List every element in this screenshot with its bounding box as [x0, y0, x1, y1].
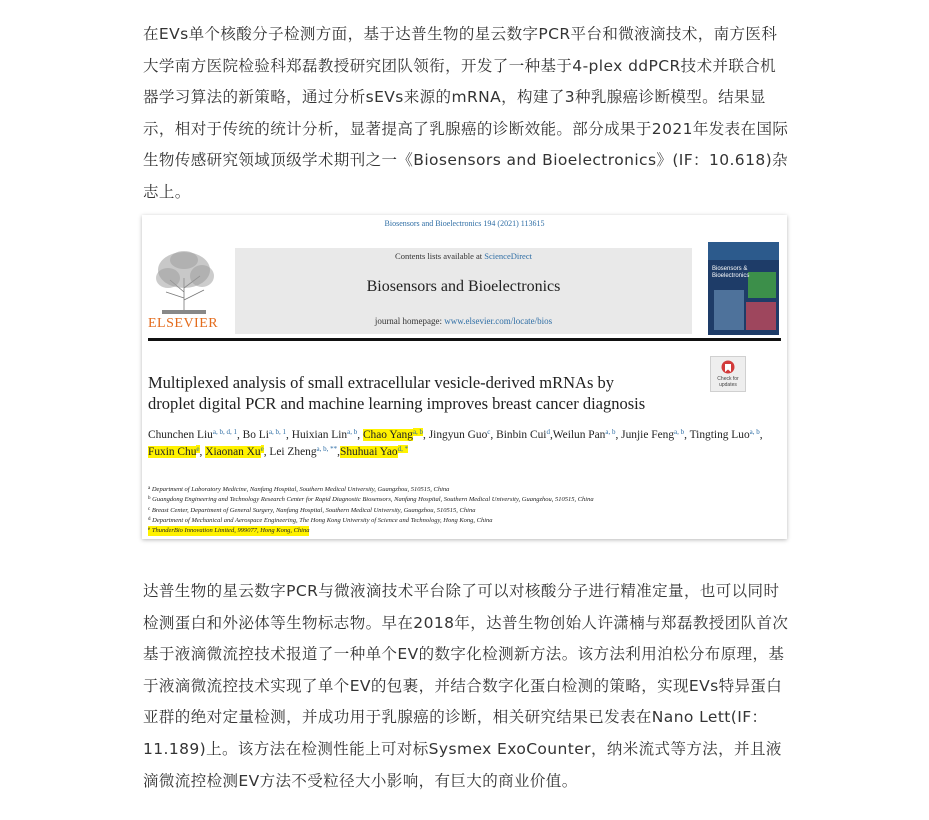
homepage-label: journal homepage: — [374, 316, 443, 326]
affiliation-line — [148, 485, 449, 495]
author-affiliation-marker[interactable]: e — [260, 444, 264, 453]
author-entry — [269, 446, 337, 458]
affiliation-line — [148, 526, 309, 536]
author-affiliation-marker[interactable]: a, b — [347, 428, 358, 436]
affiliation-marker: e — [148, 527, 151, 533]
affiliation-list — [148, 485, 784, 536]
affiliation-text: Department of Mechanical and Aerospace Engineering, The Hong Kong University of Science and Technology, Hong Kong, China — [150, 516, 493, 524]
author-name[interactable]: Shuhuai Yao — [340, 445, 398, 458]
author-name[interactable]: Huixian Lin — [291, 429, 348, 441]
bookmark-icon — [721, 360, 735, 376]
author-entry — [148, 446, 200, 458]
author-name[interactable]: Lei Zheng — [269, 445, 317, 458]
author-entry — [429, 429, 491, 441]
check-for-updates-badge[interactable] — [710, 356, 746, 392]
author-entry — [292, 429, 357, 441]
author-entry — [205, 446, 263, 458]
check-for-updates-line-2: updates — [719, 381, 737, 388]
affiliation-marker: c — [148, 506, 151, 512]
author-name[interactable]: Weilun Pan — [552, 429, 606, 441]
journal-header-box — [235, 248, 692, 334]
journal-name: Biosensors and Bioelectronics — [366, 278, 561, 295]
contents-text: Contents lists available at — [395, 251, 483, 261]
author-entry — [340, 446, 408, 458]
affiliation-marker: a — [148, 486, 151, 491]
affiliation-line — [148, 516, 493, 526]
author-affiliation-marker[interactable]: d, * — [397, 444, 409, 453]
article-paragraph-2: 达普生物的星云数字PCR与微液滴技术平台除了可以对核酸分子进行精准定量，也可以同时检测蛋白和外泌体等生物标志物。早在2018年，达普生物创始人许潇楠与郑磊教授团队首次基于液滴微流控技术报道了一种单个EV的数字化检测新方法。该方法利用泊松分布原理，基于液滴微流控技术实现了单个EV的包裹，并结合数字化蛋白检测的策略，实现EVs特异蛋白亚群的绝对定量检测，并成功用于乳腺癌的诊断，相关研究结果已发表在Nano Lett(IF：11.189)上。该方法在检测性能上可对标Sysmex ExoCounter，纳米流式等方法，并且液滴微流控检测EV方法不受粒径大小影响，有巨大的商业价值。 — [143, 582, 789, 790]
author-affiliation-marker[interactable]: a, b, 1 — [268, 428, 287, 436]
article-title — [148, 372, 708, 414]
author-entry — [690, 429, 760, 441]
article-title-line-1: Multiplexed analysis of small extracellular vesicle-derived mRNAs by — [148, 373, 614, 392]
author-affiliation-marker[interactable]: e — [196, 444, 200, 453]
affiliation-marker: b — [148, 496, 151, 502]
affiliation-line — [148, 506, 475, 516]
cover-art-icon — [708, 242, 779, 335]
author-affiliation-marker[interactable]: c — [487, 428, 491, 436]
author-affiliation-marker[interactable]: a, b, d, 1 — [212, 428, 237, 436]
author-affiliation-marker[interactable]: a, b — [412, 428, 424, 436]
author-name[interactable]: Chunchen Liu — [148, 429, 213, 441]
journal-cover-image — [708, 242, 779, 335]
author-name[interactable]: Xiaonan Xu — [205, 445, 261, 458]
author-name[interactable]: Chao Yang — [362, 429, 413, 441]
affiliation-text: Guangdong Engineering and Technology Research Center for Rapid Diagnostic Biosensors, Nanfang Hospital, Southern Medical University, Guangzhou, 510515, China — [150, 496, 594, 504]
author-affiliation-marker[interactable]: a, b, ** — [316, 444, 338, 453]
author-name[interactable]: Fuxin Chu — [148, 445, 197, 458]
affiliation-text: Breast Center, Department of General Surgery, Nanfang Hospital, Southern Medical University, Guangzhou, 510515, China — [150, 506, 476, 514]
author-entry — [553, 429, 616, 441]
homepage-line — [235, 316, 692, 326]
author-entry — [363, 429, 423, 441]
cover-title-line-2: Bioelectronics — [712, 273, 750, 279]
author-affiliation-marker[interactable]: a, b — [674, 428, 685, 436]
cover-title — [712, 266, 749, 280]
article-paragraph-1: 在EVs单个核酸分子检测方面，基于达普生物的星云数字PCR平台和微液滴技术，南方医科大学南方医院检验科郑磊教授研究团队领衔，开发了一种基于4-plex ddPCR技术并联合机器学习算法的新策略，通过分析sEVs来源的mRNA，构建了3种乳腺癌诊断模型。结果显示，相对于传统的统计分析，显著提高了乳腺癌的诊断效能。部分成果于2021年发表在国际生物传感研究领域顶级学术期刊之一《Biosensors and Bioelectronics》(IF：10.618)杂志上。 — [143, 25, 789, 201]
author-affiliation-marker[interactable]: d — [546, 428, 550, 436]
header-rule — [148, 338, 781, 341]
author-name[interactable]: Bo Li — [242, 429, 269, 441]
cover-title-line-1: Biosensors & — [712, 266, 748, 272]
author-entry — [496, 429, 550, 441]
check-for-updates-label — [711, 377, 745, 388]
author-entry — [148, 429, 237, 441]
affiliation-marker: d — [148, 516, 151, 522]
author-list: Chunchen Liu$^{a, b, d, 1}$, Bo Li$^{a, b, 1}$, Huixian Lin$^{a, b}$, Chao Yang$^{a, b}$, Jingyun Guo$^c$, Binbin Cui$^d$,Weilun Pan$^{a, b}$, Junjie Feng$^{a, b}$, Tingting Luo$^{a, b}$, Fuxin Chu$^e$, Xiaonan Xu$^e$, Lei Zheng$^{a, b, **}$,Shuhuai Yao$^{d, *}$ — [148, 428, 763, 458]
author-entry — [243, 429, 286, 441]
contents-line — [235, 251, 692, 261]
author-affiliation-marker[interactable]: a, b — [605, 428, 616, 436]
author-entry — [621, 429, 684, 441]
elsevier-wordmark: ELSEVIER — [148, 316, 219, 331]
author-name[interactable]: Jingyun Guo — [428, 429, 488, 441]
paper-screenshot — [142, 215, 787, 539]
affiliation-text: ThunderBio Innovation Limited, 999077, Hong Kong, China — [150, 527, 310, 535]
sciencedirect-link[interactable]: ScienceDirect — [484, 251, 532, 261]
journal-citation: Biosensors and Bioelectronics 194 (2021) 113615 — [384, 219, 545, 228]
author-name[interactable]: Junjie Feng — [621, 429, 675, 441]
author-name[interactable]: Tingting Luo — [689, 429, 750, 441]
author-affiliation-marker[interactable]: a, b — [749, 428, 760, 436]
affiliation-text: Department of Laboratory Medicine, Nanfang Hospital, Southern Medical University, Guangzhou, 510515, China — [150, 486, 450, 493]
article-title-line-2: droplet digital PCR and machine learning improves breast cancer diagnosis — [148, 394, 646, 413]
author-name[interactable]: Binbin Cui — [496, 429, 547, 441]
check-for-updates-line-1: Check for — [717, 376, 739, 382]
affiliation-line — [148, 495, 594, 505]
homepage-link[interactable]: www.elsevier.com/locate/bios — [444, 316, 553, 326]
